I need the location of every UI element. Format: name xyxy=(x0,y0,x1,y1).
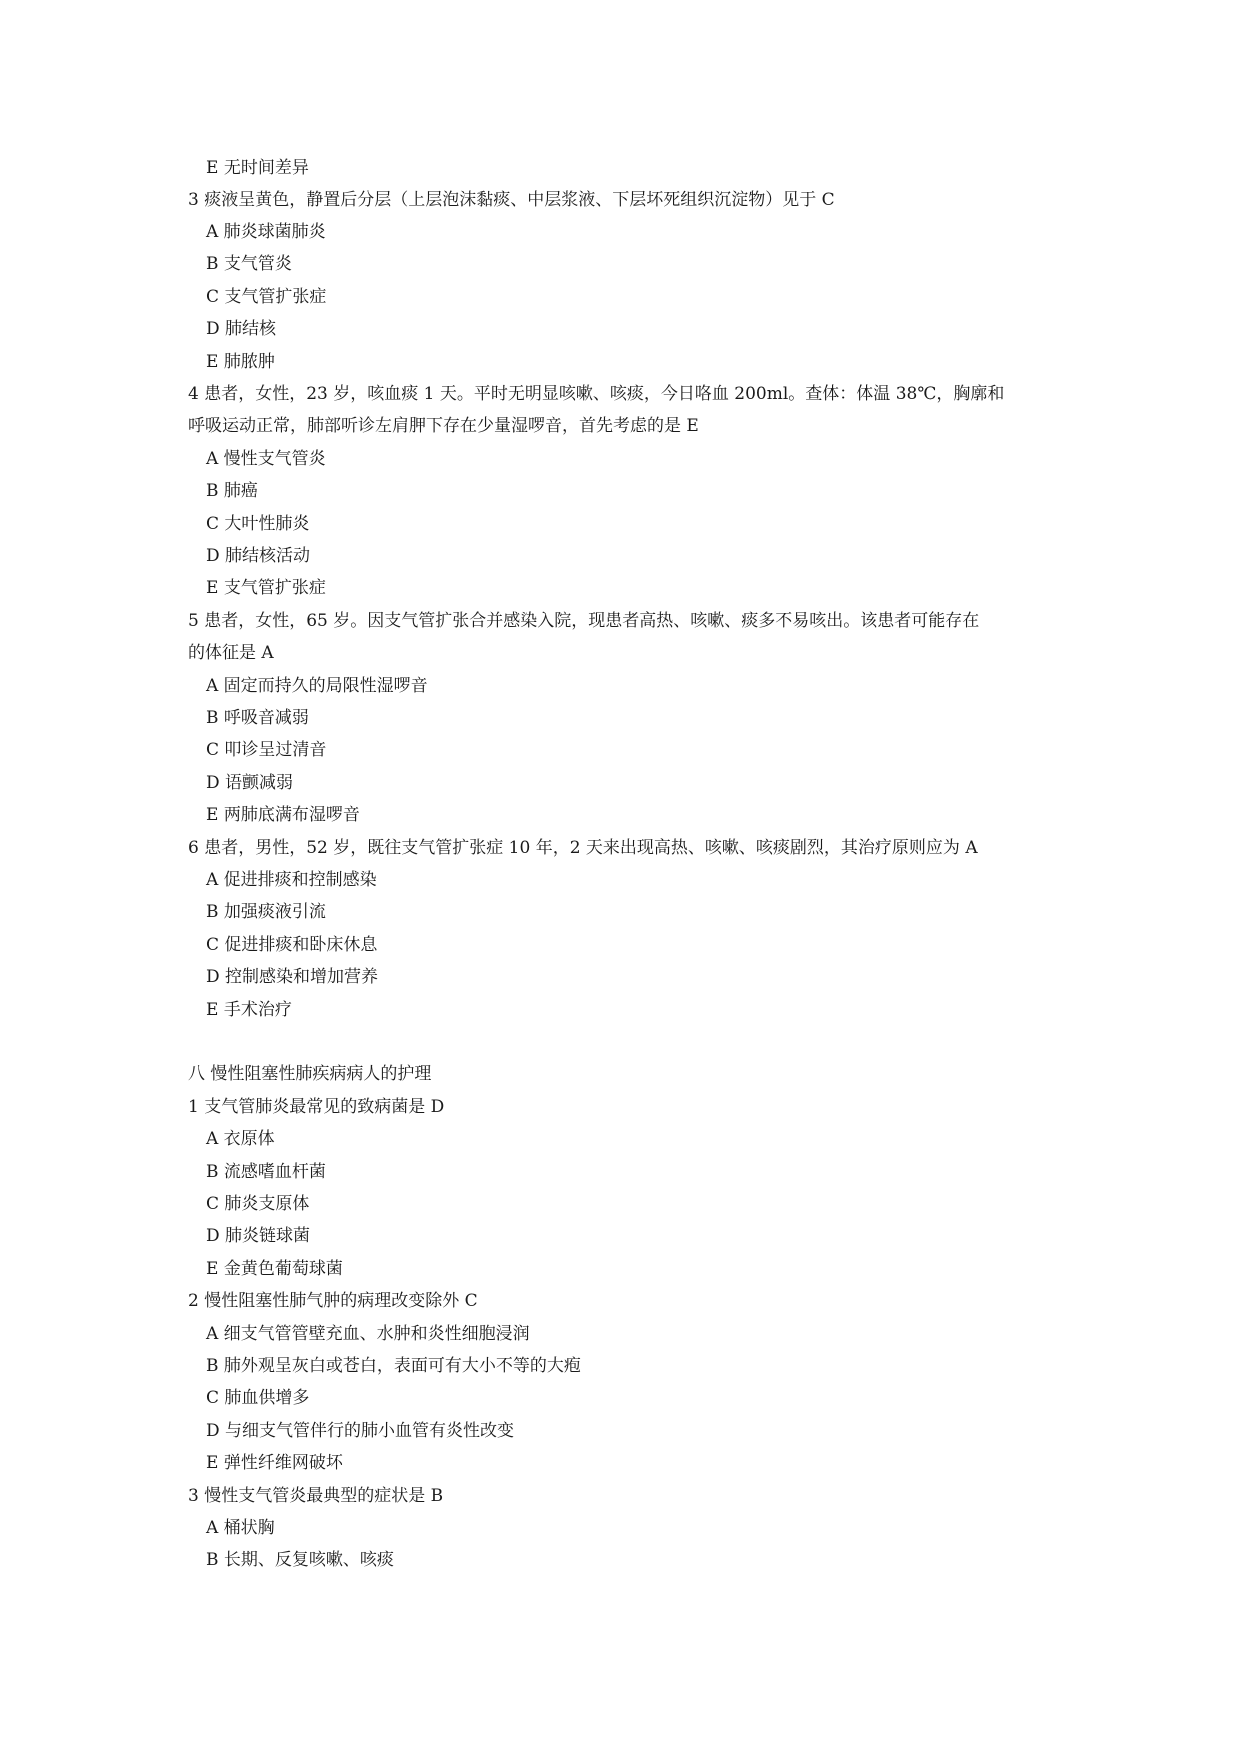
section-heading: 八 慢性阻塞性肺疾病病人的护理 xyxy=(188,1064,432,1084)
option-line: C 促进排痰和卧床休息 xyxy=(206,935,378,955)
option-line: A 衣原体 xyxy=(206,1129,275,1149)
option-line: E 两肺底满布湿啰音 xyxy=(206,805,360,825)
question-line: 2 慢性阻塞性肺气肿的病理改变除外 C xyxy=(188,1291,478,1311)
question-line: 3 痰液呈黄色，静置后分层（上层泡沫黏痰、中层浆液、下层坏死组织沉淀物）见于 C xyxy=(188,190,835,210)
option-line: B 长期、反复咳嗽、咳痰 xyxy=(206,1550,394,1570)
option-line: B 流感嗜血杆菌 xyxy=(206,1162,326,1182)
option-line: B 支气管炎 xyxy=(206,254,292,274)
option-line: E 无时间差异 xyxy=(206,158,309,178)
option-line: A 桶状胸 xyxy=(206,1518,275,1538)
question-line-continued: 呼吸运动正常，肺部听诊左肩胛下存在少量湿啰音，首先考虑的是 E xyxy=(188,416,699,436)
option-line: E 弹性纤维网破坏 xyxy=(206,1453,343,1473)
option-line: D 与细支气管伴行的肺小血管有炎性改变 xyxy=(206,1421,515,1441)
option-line: A 促进排痰和控制感染 xyxy=(206,870,377,890)
option-line: B 肺癌 xyxy=(206,481,258,501)
option-line: C 叩诊呈过清音 xyxy=(206,740,327,760)
option-line: E 金黄色葡萄球菌 xyxy=(206,1259,343,1279)
option-line: D 肺结核 xyxy=(206,319,277,339)
question-line: 6 患者，男性，52 岁，既往支气管扩张症 10 年，2 天来出现高热、咳嗽、咳痰剧烈，其治疗原则应为 A xyxy=(188,838,978,858)
option-line: A 肺炎球菌肺炎 xyxy=(206,222,326,242)
option-line: C 大叶性肺炎 xyxy=(206,514,310,534)
option-line: B 加强痰液引流 xyxy=(206,902,326,922)
question-line: 3 慢性支气管炎最典型的症状是 B xyxy=(188,1486,444,1506)
question-line: 1 支气管肺炎最常见的致病菌是 D xyxy=(188,1097,445,1117)
question-line: 5 患者，女性，65 岁。因支气管扩张合并感染入院，现患者高热、咳嗽、痰多不易咳出。该患者可能存在 xyxy=(188,611,980,631)
option-line: D 肺炎链球菌 xyxy=(206,1226,311,1246)
question-line-continued: 的体征是 A xyxy=(188,643,274,663)
option-line: C 肺血供增多 xyxy=(206,1388,310,1408)
option-line: D 控制感染和增加营养 xyxy=(206,967,379,987)
option-line: E 支气管扩张症 xyxy=(206,578,326,598)
option-line: B 呼吸音减弱 xyxy=(206,708,309,728)
option-line: D 语颤减弱 xyxy=(206,773,294,793)
option-line: E 肺脓肿 xyxy=(206,352,275,372)
option-line: E 手术治疗 xyxy=(206,1000,292,1020)
option-line: A 固定而持久的局限性湿啰音 xyxy=(206,676,428,696)
option-line: C 支气管扩张症 xyxy=(206,287,327,307)
option-line: C 肺炎支原体 xyxy=(206,1194,310,1214)
option-line: A 慢性支气管炎 xyxy=(206,449,326,469)
option-line: B 肺外观呈灰白或苍白，表面可有大小不等的大疱 xyxy=(206,1356,581,1376)
question-line: 4 患者，女性，23 岁，咳血痰 1 天。平时无明显咳嗽、咳痰，今日咯血 200ml。查体：体温 38℃，胸廓和 xyxy=(188,384,1005,404)
option-line: D 肺结核活动 xyxy=(206,546,311,566)
option-line: A 细支气管管壁充血、水肿和炎性细胞浸润 xyxy=(206,1324,530,1344)
